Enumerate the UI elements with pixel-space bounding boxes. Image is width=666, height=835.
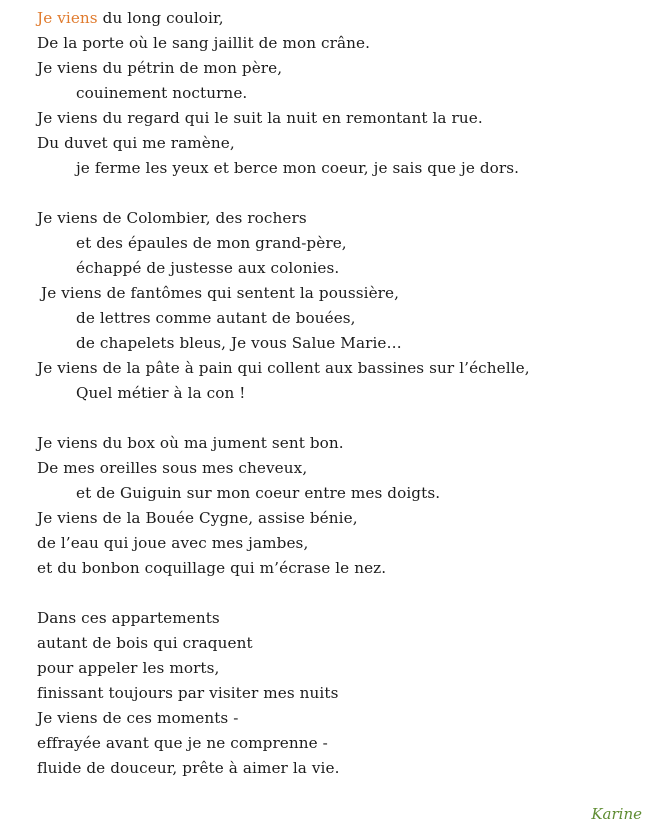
poem-line: Je viens de fantômes qui sentent la poussière, [41, 284, 400, 302]
poem-line: Je viens du box où ma jument sent bon. [37, 434, 344, 452]
poem-line: fluide de douceur, prête à aimer la vie. [37, 759, 340, 777]
poem-line: Je viens de la pâte à pain qui collent aux bassines sur l’échelle, [37, 359, 530, 377]
poem-line-indented: et des épaules de mon grand-père, [76, 234, 347, 252]
highlighted-opening-words: Je viens [37, 9, 98, 27]
poem-line: Je viens du pétrin de mon père, [37, 59, 283, 77]
poem-line: De mes oreilles sous mes cheveux, [37, 459, 308, 477]
poem-line: autant de bois qui craquent [37, 634, 253, 652]
stanza-3 [37, 431, 657, 581]
stanza-break [37, 181, 657, 206]
poem-line-indented: de lettres comme autant de bouées, [76, 309, 356, 327]
poem-line: Dans ces appartements [37, 609, 220, 627]
poem-line-indented: je ferme les yeux et berce mon coeur, je sais que je dors. [76, 159, 520, 177]
poem-line-indented: Quel métier à la con ! [76, 384, 246, 402]
poem-line: finissant toujours par visiter mes nuits [37, 684, 339, 702]
line-text: du long couloir, [97, 9, 224, 27]
poem-line: effrayée avant que je ne comprenne - [37, 734, 328, 752]
poem-line: De la porte où le sang jaillit de mon crâne. [37, 34, 371, 52]
poem-line: Du duvet qui me ramène, [37, 134, 235, 152]
poem-line: de l’eau qui joue avec mes jambes, [37, 534, 309, 552]
poem-line: Je viens de ces moments - [37, 709, 239, 727]
poem-line: Je viens du regard qui le suit la nuit en remontant la rue. [37, 109, 483, 127]
poem-line-indented: couinement nocturne. [76, 84, 248, 102]
stanza-4 [37, 606, 657, 781]
stanza-break [37, 581, 657, 606]
poem [37, 6, 657, 781]
author-signature: Karine [591, 805, 642, 823]
poem-line-indented: échappé de justesse aux colonies. [76, 259, 340, 277]
stanza-1 [37, 6, 657, 181]
poem-line: Je viens de la Bouée Cygne, assise bénie, [37, 509, 358, 527]
poem-line-indented: et de Guiguin sur mon coeur entre mes doigts. [76, 484, 441, 502]
stanza-break [37, 406, 657, 431]
poem-line: et du bonbon coquillage qui m’écrase le nez. [37, 559, 387, 577]
stanza-2 [37, 206, 657, 406]
poem-line: pour appeler les morts, [37, 659, 220, 677]
poem-line [37, 6, 657, 31]
poem-line: Je viens de Colombier, des rochers [37, 209, 307, 227]
poem-line-indented: de chapelets bleus, Je vous Salue Marie… [76, 334, 402, 352]
